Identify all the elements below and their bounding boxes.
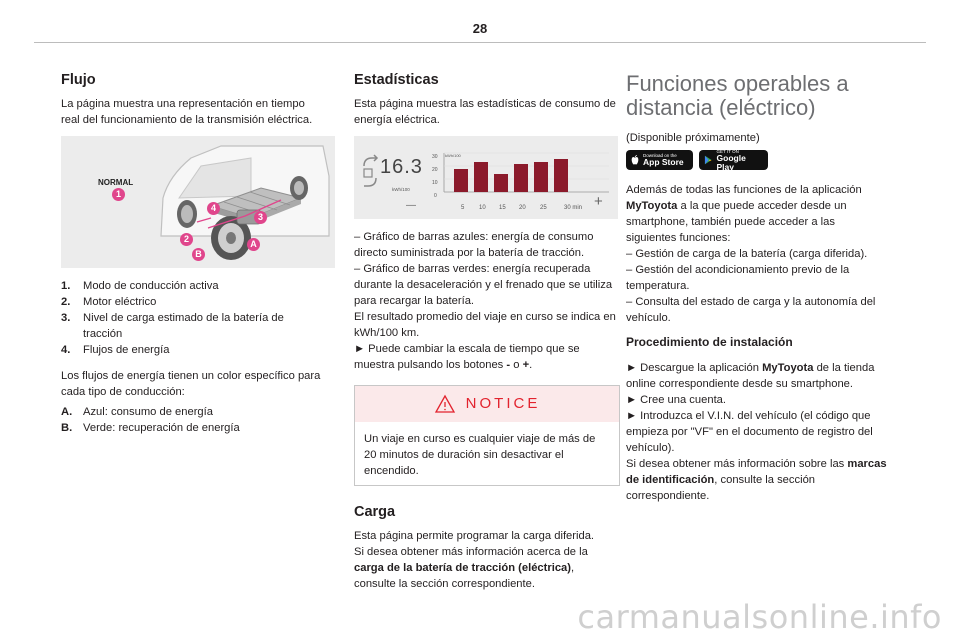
average-unit: kWh/100 — [392, 187, 410, 192]
heading-flujo: Flujo — [61, 72, 96, 88]
heading-instalacion: Procedimiento de instalación — [626, 335, 793, 349]
notice-title: NOTICE — [465, 395, 541, 412]
warning-icon — [434, 394, 456, 414]
app-store-badge[interactable]: Download on the App Store — [626, 150, 693, 170]
heading-funciones: Funciones operables a distancia (eléctrico) — [626, 71, 849, 120]
stats-line: – Gráfico de barras azules: energía de consumo directo suministrada por la batería de tracción. — [354, 231, 594, 259]
x-tick: 20 — [519, 205, 526, 211]
list-item: B. Verde: recuperación de energía — [61, 422, 240, 434]
change-scale-line: ► Puede cambiar la escala de tiempo que se muestra pulsando los botones - o +. — [354, 343, 580, 371]
consumption-icon — [364, 155, 377, 186]
callout-1: 1 — [112, 188, 125, 201]
y-tick: 30 — [432, 154, 438, 160]
flow-illustration — [61, 136, 335, 268]
callout-a: A — [247, 238, 260, 251]
list-item: 2. Motor eléctrico — [61, 296, 157, 308]
y-tick: 20 — [432, 167, 438, 173]
list-item: 4. Flujos de energía — [61, 344, 170, 356]
carga-p1: Esta página permite programar la carga diferida. — [354, 530, 595, 542]
list-item: 1. Modo de conducción activa — [61, 280, 219, 292]
callout-b: B — [192, 248, 205, 261]
plus-button[interactable]: + — [594, 193, 603, 210]
google-play-badge[interactable]: GET IT ON Google Play — [699, 150, 768, 170]
statistics-screen — [354, 136, 618, 219]
notice-box — [354, 385, 620, 486]
carga-p2: Si desea obtener más información acerca de la carga de la batería de tracción (eléctrica), consulte la sección correspondiente. — [354, 546, 588, 590]
axis-unit: kWh/100 — [445, 153, 461, 158]
column-estadisticas — [354, 62, 616, 600]
chart-bar — [554, 159, 568, 192]
notice-text: Un viaje en curso es cualquier viaje de más de 20 minutos de duración sin desactivar el encendido. — [364, 433, 596, 477]
x-tick: 30 min — [564, 205, 583, 211]
final-note: Si desea obtener más información sobre las marcas de identificación, consulte la sección correspondiente. — [626, 458, 887, 502]
page-number: 28 — [472, 21, 488, 36]
play-icon — [704, 155, 713, 165]
x-tick: 5 — [461, 205, 465, 211]
feature-item: – Gestión del acondicionamiento previo de la temperatura. — [626, 264, 850, 292]
availability-note: (Disponible próximamente) — [626, 132, 760, 144]
flow-colors-paragraph: Los flujos de energía tienen un color específico para cada tipo de conducción: — [61, 370, 321, 398]
notice-header — [355, 386, 619, 422]
intro-paragraph: Además de todas las funciones de la aplicación MyToyota a la que puede acceder desde un smartphone, también puede acceder a las siguientes funciones: — [626, 184, 862, 244]
feature-item: – Gestión de carga de la batería (carga diferida). — [626, 248, 868, 260]
install-step: ► Descargue la aplicación MyToyota de la tienda online correspondiente desde su smartphone. — [626, 362, 875, 390]
chart-bar — [534, 162, 548, 192]
estadisticas-intro: Esta página muestra las estadísticas de consumo de energía eléctrica. — [354, 98, 616, 126]
heading-estadisticas: Estadísticas — [354, 72, 439, 88]
list-item: 3. Nivel de carga estimado de la batería de tracción — [61, 312, 284, 340]
chart-bar — [494, 174, 508, 192]
x-tick: 10 — [479, 205, 486, 211]
callout-3: 3 — [254, 211, 267, 224]
column-flujo — [61, 62, 323, 446]
store-badges — [626, 150, 888, 170]
mode-label: NORMAL — [98, 178, 134, 187]
feature-item: – Consulta del estado de carga y la autonomía del vehículo. — [626, 296, 876, 324]
x-tick: 15 — [499, 205, 506, 211]
install-step: ► Introduzca el V.I.N. del vehículo (el código que empieza por "VF" en el documento de registro del vehículo). — [626, 410, 873, 454]
y-tick: 0 — [434, 193, 437, 199]
install-step: ► Cree una cuenta. — [626, 394, 727, 406]
chart-bar — [454, 169, 468, 192]
chart-bar — [514, 164, 528, 192]
stats-line: El resultado promedio del viaje en curso se indica en kWh/100 km. — [354, 311, 616, 339]
callout-2: 2 — [180, 233, 193, 246]
legend-list — [61, 278, 323, 358]
minus-button[interactable]: — — [406, 200, 416, 211]
x-tick: 25 — [540, 205, 547, 211]
watermark: carmanualsonline.info — [577, 598, 942, 636]
heading-carga: Carga — [354, 504, 396, 520]
header-divider — [34, 42, 926, 43]
list-item: A. Azul: consumo de energía — [61, 406, 213, 418]
average-value: 16.3 — [380, 156, 423, 178]
y-tick: 10 — [432, 180, 438, 186]
chart-bar — [474, 162, 488, 192]
column-funciones — [626, 62, 888, 512]
callout-4: 4 — [207, 202, 220, 215]
color-legend-list — [61, 404, 323, 436]
stats-line: – Gráfico de barras verdes: energía recuperada durante la desaceleración y el frenado que se utiliza para recargar la batería. — [354, 263, 613, 307]
flujo-intro: La página muestra una representación en tiempo real del funcionamiento de la transmisión eléctrica. — [61, 98, 313, 126]
apple-icon — [631, 155, 639, 165]
